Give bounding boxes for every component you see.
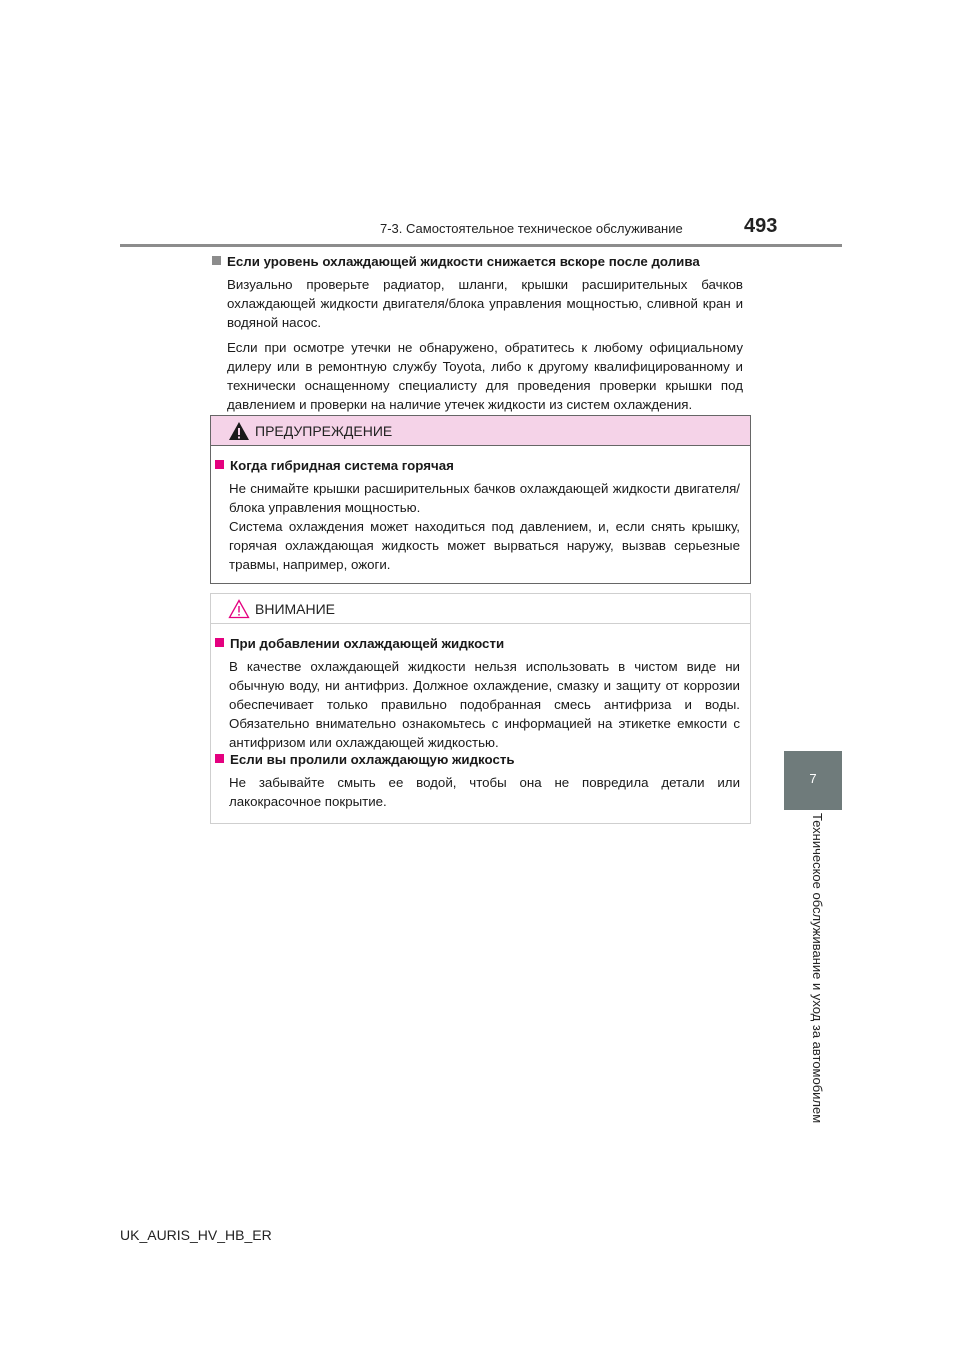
warning-subheading-text: Когда гибридная система горячая: [230, 458, 454, 473]
caution-subheading-spill-text: Если вы пролили охлаждающую жидкость: [230, 752, 515, 767]
caution-text-adding: В качестве охлаждающей жидкости нельзя использовать в чистом виде ни обычную воду, ни антифриз. Должное охлаждение, смазку и защиту от коррозии обеспечивает только правильно подобранная смесь антифриза и воды. Обязательно внимательно ознакомьтесь с информацией на этикетке емкости с антифризом или охлаждающей жидкостью.: [229, 659, 740, 750]
paragraph-dealer: Если при осмотре утечки не обнаружено, обратитесь к любому официальному дилеру или в ремонтную службу Toyota, либо к другому квалифицированному и технически оснащенному специалисту для проведения проверки крышки под давлением и проверки на наличие утечек жидкости из систем охлаждения.: [227, 340, 743, 412]
paragraph-inspect: Визуально проверьте радиатор, шланги, крышки расширительных бачков охлаждающей жидкости двигателя/блока управления мощностью, сливной кран и водяной насос.: [227, 277, 743, 330]
warning-title: ПРЕДУПРЕЖДЕНИЕ: [255, 423, 393, 439]
square-bullet-icon: [215, 638, 224, 647]
page-number: 493: [744, 215, 778, 237]
caution-triangle-icon: [228, 599, 250, 619]
caution-subheading-adding-text: При добавлении охлаждающей жидкости: [230, 636, 505, 651]
header-divider: [120, 244, 842, 247]
document-code: UK_AURIS_HV_HB_ER: [120, 1227, 272, 1243]
warning-text: [229, 479, 740, 574]
warning-subheading: [215, 458, 454, 473]
chapter-title-vertical: Техническое обслуживание и уход за автомобилем: [810, 813, 825, 1124]
warning-text-a: Не снимайте крышки расширительных бачков охлаждающей жидкости двигателя/блока управления мощностью.: [229, 481, 740, 515]
caution-text-spill: Не забывайте смыть ее водой, чтобы она не повредила детали или лакокрасочное покрытие.: [229, 775, 740, 809]
section-heading: [212, 254, 700, 269]
caution-subheading-adding: [215, 636, 504, 651]
caution-title: ВНИМАНИЕ: [255, 601, 336, 617]
square-bullet-icon: [215, 754, 224, 763]
chapter-number: 7: [809, 771, 817, 786]
square-bullet-icon: [212, 256, 221, 265]
warning-text-b: Система охлаждения может находиться под давлением, и, если снять крышку, горячая охлаждающая жидкость может вырваться наружу, вызвав серьезные травмы, например, ожоги.: [229, 519, 740, 572]
caution-subheading-spill: [215, 752, 515, 767]
section-heading-text: Если уровень охлаждающей жидкости снижается вскоре после долива: [227, 254, 700, 269]
square-bullet-icon: [215, 460, 224, 469]
warning-triangle-icon: [228, 421, 250, 441]
section-title: 7-3. Самостоятельное техническое обслуживание: [380, 221, 683, 236]
